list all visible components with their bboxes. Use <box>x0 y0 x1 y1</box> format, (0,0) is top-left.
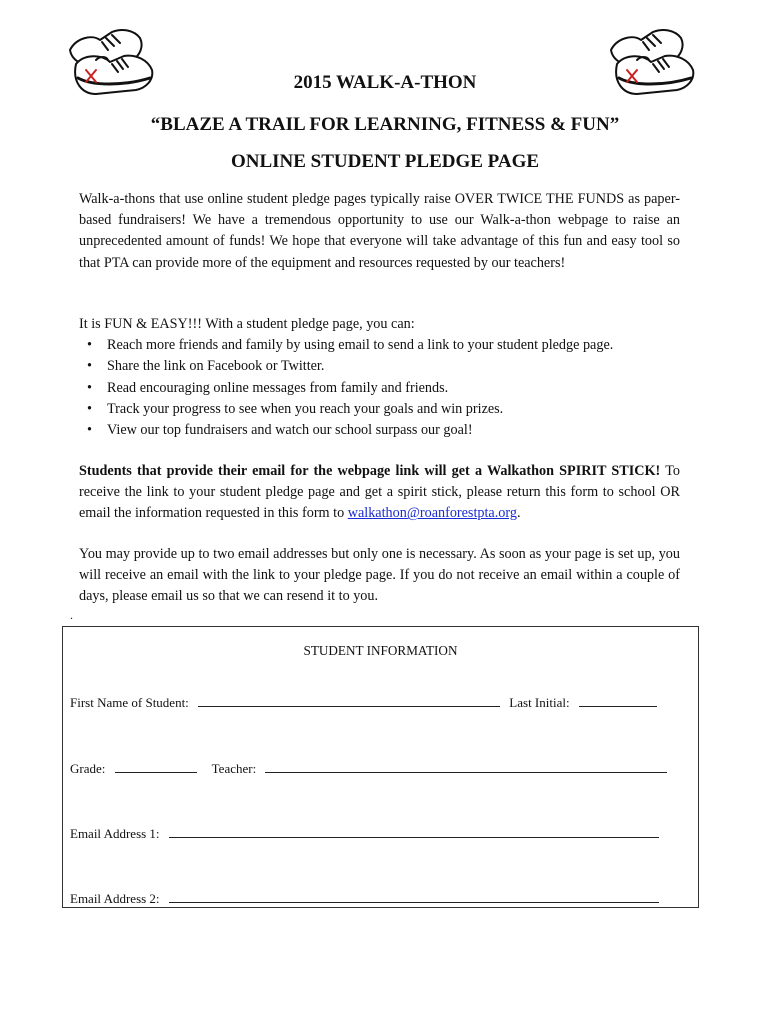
first-name-field[interactable] <box>198 694 500 707</box>
list-item: • Share the link on Facebook or Twitter. <box>79 356 699 377</box>
list-item: • Reach more friends and family by using email to send a link to your student pledge page. <box>79 335 699 356</box>
form-title: STUDENT INFORMATION <box>303 643 458 658</box>
spirit-stick-paragraph: Students that provide their email for the webpage link will get a Walkathon SPIRIT STICK! To receive the link to your student pledge page and get a spirit stick, please return this form to school OR email the information requested in this form to walkathon@roanforestpta.org. <box>79 463 681 522</box>
list-item: • View our top fundraisers and watch our school surpass our goal! <box>79 420 699 441</box>
email1-row <box>70 825 659 842</box>
event-title: 2015 WALK-A-THON <box>293 72 477 93</box>
bullet-icon: • <box>87 379 92 396</box>
grade-teacher-row <box>70 760 667 777</box>
bullet-icon: • <box>87 422 92 439</box>
email1-field[interactable] <box>169 825 659 838</box>
bullet-icon: • <box>87 337 92 353</box>
teacher-field[interactable] <box>265 760 667 773</box>
stray-mark: . <box>70 608 73 622</box>
bullet-icon: • <box>87 400 92 417</box>
email-note-paragraph: You may provide up to two email addresses but only one is necessary. As soon as your page is set up, you will receive an email with the link to your pledge page. If you do not receive an email within a couple of days, please email us so that we can resend it to you. <box>79 546 680 605</box>
last-initial-label: Last Initial: <box>509 695 570 710</box>
fun-easy-intro: It is FUN & EASY!!! With a student pledge page, you can: <box>79 316 415 332</box>
email2-row <box>70 890 659 907</box>
email2-label: Email Address 2: <box>70 891 160 906</box>
first-name-label: First Name of Student: <box>70 695 189 710</box>
first-name-row <box>70 694 657 711</box>
benefits-list <box>79 335 699 441</box>
student-information-form <box>62 626 699 908</box>
page-subtitle: ONLINE STUDENT PLEDGE PAGE <box>230 151 540 172</box>
spirit-stick-text: To receive the link to your student pledge page and get a spirit stick, please return this form to school OR email the information requested in this form to <box>79 463 681 522</box>
email1-label: Email Address 1: <box>70 826 160 841</box>
event-slogan: “BLAZE A TRAIL FOR LEARNING, FITNESS & FUN” <box>150 114 620 135</box>
list-item: • Track your progress to see when you reach your goals and win prizes. <box>79 399 699 420</box>
grade-label: Grade: <box>70 761 106 776</box>
last-initial-field[interactable] <box>579 694 657 707</box>
spirit-stick-headline: Students that provide their email for the webpage link will get a Walkathon SPIRIT STICK! <box>79 463 661 479</box>
teacher-label: Teacher: <box>211 761 257 776</box>
bullet-icon: • <box>87 358 92 375</box>
email2-field[interactable] <box>169 890 659 903</box>
intro-paragraph: Walk-a-thons that use online student pledge pages typically raise OVER TWICE THE FUNDS as paper-based fundraisers! We have a tremendous opportunity to use our Walk-a-thon webpage to raise an unprecedented amount of funds! We hope that everyone will take advantage of this fun and easy tool so that PTA can provide more of the equipment and resources requested by our teachers! <box>79 191 680 271</box>
walkathon-email-link[interactable]: walkathon@roanforestpta.org <box>347 505 517 522</box>
grade-field[interactable] <box>115 760 197 773</box>
list-item: • Read encouraging online messages from family and friends. <box>79 378 699 399</box>
